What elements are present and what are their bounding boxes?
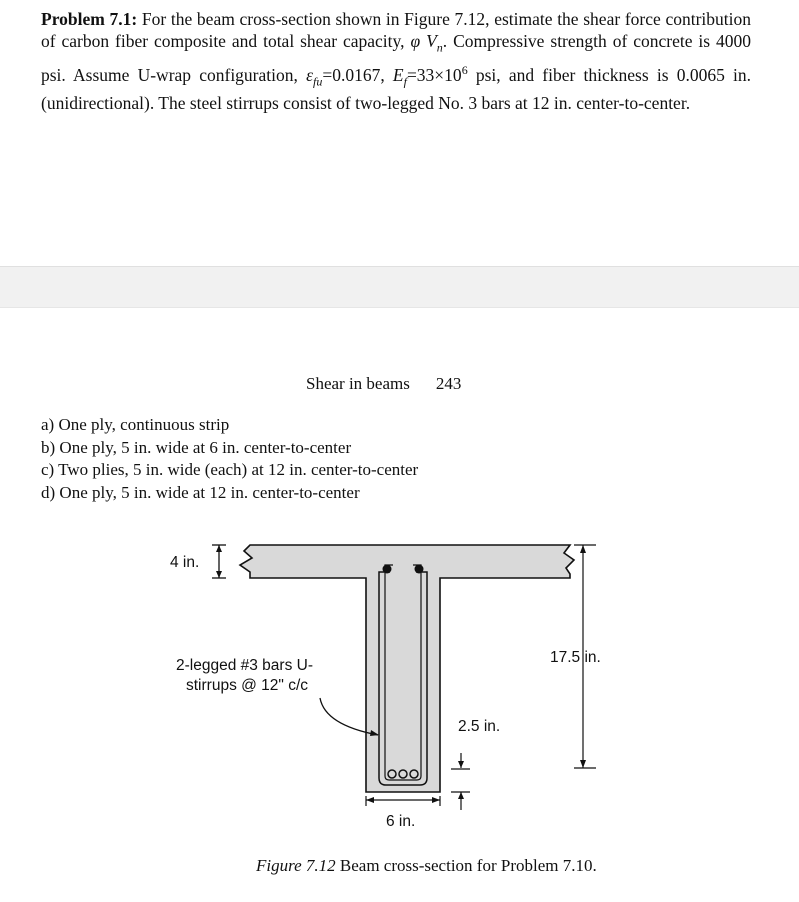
problem-text-1: For the beam cross-section shown in Figure 7.12, estimate the shear force contribution of carbon fiber composite and total shear capacity, [41,9,751,51]
figure-ref: Figure 7.12 [256,856,336,875]
problem-statement [41,8,751,114]
option-item: d) One ply, 5 in. wide at 12 in. center-to-center [41,482,360,502]
figure-caption [256,855,597,876]
phi-symbol: φ [410,31,421,51]
cover-label: 2.5 in. [458,718,501,735]
problem-text-3: psi, and fiber thickness is 0.0065 in. (unidirectional). The steel stirrups consist of two-legged No. 3 bars at 12 in. center-to-center. [41,64,752,113]
problem-paragraph [41,8,751,114]
section-title: Shear in beams [306,374,410,393]
running-header [306,374,461,394]
ef-symbol: E [392,64,404,85]
problem-title: Problem 7.1: [41,9,138,29]
option-item: a) One ply, continuous strip [41,415,230,434]
ef-value: =33×10 [406,64,462,85]
vn-symbol: V [426,31,437,51]
top-bar-right [415,565,424,574]
page-divider [0,266,799,308]
web-width-label: 6 in. [386,813,416,830]
top-bar-left [383,565,392,574]
beam-diagram [0,520,799,850]
stirrup-label-line2: stirrups @ 12" c/c [186,677,309,694]
option-item: c) Two plies, 5 in. wide (each) at 12 in. center-to-center [41,460,419,479]
beam-cross-section-figure [0,520,799,850]
caption-text: Beam cross-section for Problem 7.10. [335,856,597,875]
efu-subscript: fu [312,73,323,88]
stirrup-label-line1: 2-legged #3 bars U- [176,657,313,674]
efu-value: =0.0167, [322,64,393,85]
options-list [41,414,418,504]
ef-subscript: f [403,73,407,88]
cover-arrowhead-bottom [458,792,464,799]
vn-subscript: n [436,40,443,55]
option-item: b) One ply, 5 in. wide at 6 in. center-to-center [41,437,352,457]
ef-exponent: 6 [461,62,468,77]
cover-arrowhead-top [458,761,464,768]
problem-text-2: . Compressive strength of concrete is 4000 psi. Assume U-wrap configuration, [41,31,751,85]
total-depth-label: 17.5 in. [550,649,601,666]
flange-depth-label: 4 in. [170,554,200,571]
page-number: 243 [435,374,462,393]
efu-symbol: ε [306,64,313,85]
